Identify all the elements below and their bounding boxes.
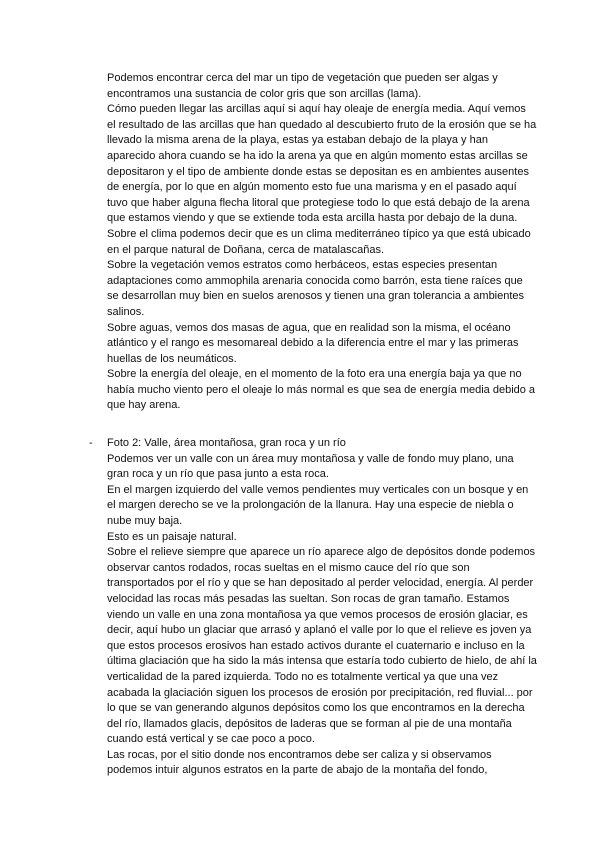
paragraph-relief: Sobre el relieve siempre que aparece un río aparece algo de depósitos donde podemos observar cantos rodados, rocas sueltas en el mismo cauce del río que son transportados por el río y que se han depositado al perder velocidad, energía. Al perder velocidad las rocas más pesadas las sueltan. Son rocas de gran tamaño. Estamos viendo un valle en una zona montañosa ya que vemos procesos de erosión glaciar, es decir, aquí hubo un glaciar que arrasó y aplanó el valle por lo que el relieve es joven ya que estos procesos erosivos han estado activos durante el cuaternario e incluso en la última glaciación que ha sido la más intensa que estaría todo cubierto de hielo, de ahí la verticalidad de la pared izquierda. Todo no es totalmente vertical ya que una vez acabada la glaciación siguen los procesos de erosión por precipitación, red fluvial... por lo que se van generando algunos depósitos como los que encontramos en la derecha del río, llamados glacis, depósitos de laderas que se forman al pie de una montaña cuando está vertical y se cae poco a poco.: [107, 546, 537, 746]
paragraph-natural-landscape: Esto es un paisaje natural.: [107, 530, 237, 543]
bullet-dash: -: [89, 437, 93, 449]
paragraph-climate: Sobre el clima podemos decir que es un clima mediterráneo típico ya que está ubicado en el parque natural de Doñana, cerca de matalascañas.: [107, 227, 531, 256]
section-heading: [89, 436, 537, 452]
paragraph-valley-overview: Podemos ver un valle con un área muy montañosa y valle de fondo muy plano, una gran roca y un río que pasa junto a esta roca.: [107, 452, 514, 481]
paragraph-rocks: Las rocas, por el sitio donde nos encontramos debe ser caliza y si observamos podemos intuir algunos estratos en la parte de abajo de la montaña del fondo,: [107, 748, 492, 777]
valley-section: [89, 436, 537, 779]
paragraph-water: Sobre aguas, vemos dos masas de agua, que en realidad son la misma, el océano atlántico y el rango es mesomareal debido a la diferencia entre el mar y las primeras huellas de los neumáticos.: [107, 321, 519, 365]
paragraph-vegetation: Sobre la vegetación vemos estratos como herbáceos, estas especies presentan adaptaciones como ammophila arenaria conocida como barrón, esta tiene raíces que se desarrollan muy bien en suelos arenosos y tienen una gran tolerancia a ambientes salinos.: [107, 259, 525, 318]
paragraph-clay-origin: Cómo pueden llegar las arcillas aquí si aquí hay oleaje de energía media. Aquí vemos el resultado de las arcillas que han quedado al descubierto fruto de la erosión que se ha llevado la misma arena de la playa, estas ya estaban debajo de la playa y han aparecido ahora cuando se ha ido la arena ya que en algún momento estas arcillas se depositaron y el tipo de ambiente donde estas se depositan es en ambientes ausentes de energía, por lo que en algún momento esto fue una marisma y en el pasado aquí tuvo que haber alguna flecha litoral que protegiese todo lo que está debajo de la arena que estamos viendo y que se extiende toda esta arcilla hasta por debajo de la duna.: [107, 103, 537, 225]
paragraph-wave-energy: Sobre la energía del oleaje, en el momento de la foto era una energía baja ya que no había mucho viento pero el oleaje lo más normal es que sea de energía media debido a que hay arena.: [107, 368, 536, 412]
beach-section: [107, 71, 537, 414]
paragraph-valley-margins: En el margen izquierdo del valle vemos pendientes muy verticales con un bosque y en el margen derecho se ve la prolongación de la llanura. Hay una especie de niebla o nube muy baja.: [107, 483, 529, 527]
heading-text: Foto 2: Valle, área montañosa, gran roca y un río: [107, 437, 346, 449]
paragraph-vegetation-clay: Podemos encontrar cerca del mar un tipo de vegetación que pueden ser algas y encontramos una sustancia de color gris que son arcillas (lama).: [107, 72, 498, 100]
